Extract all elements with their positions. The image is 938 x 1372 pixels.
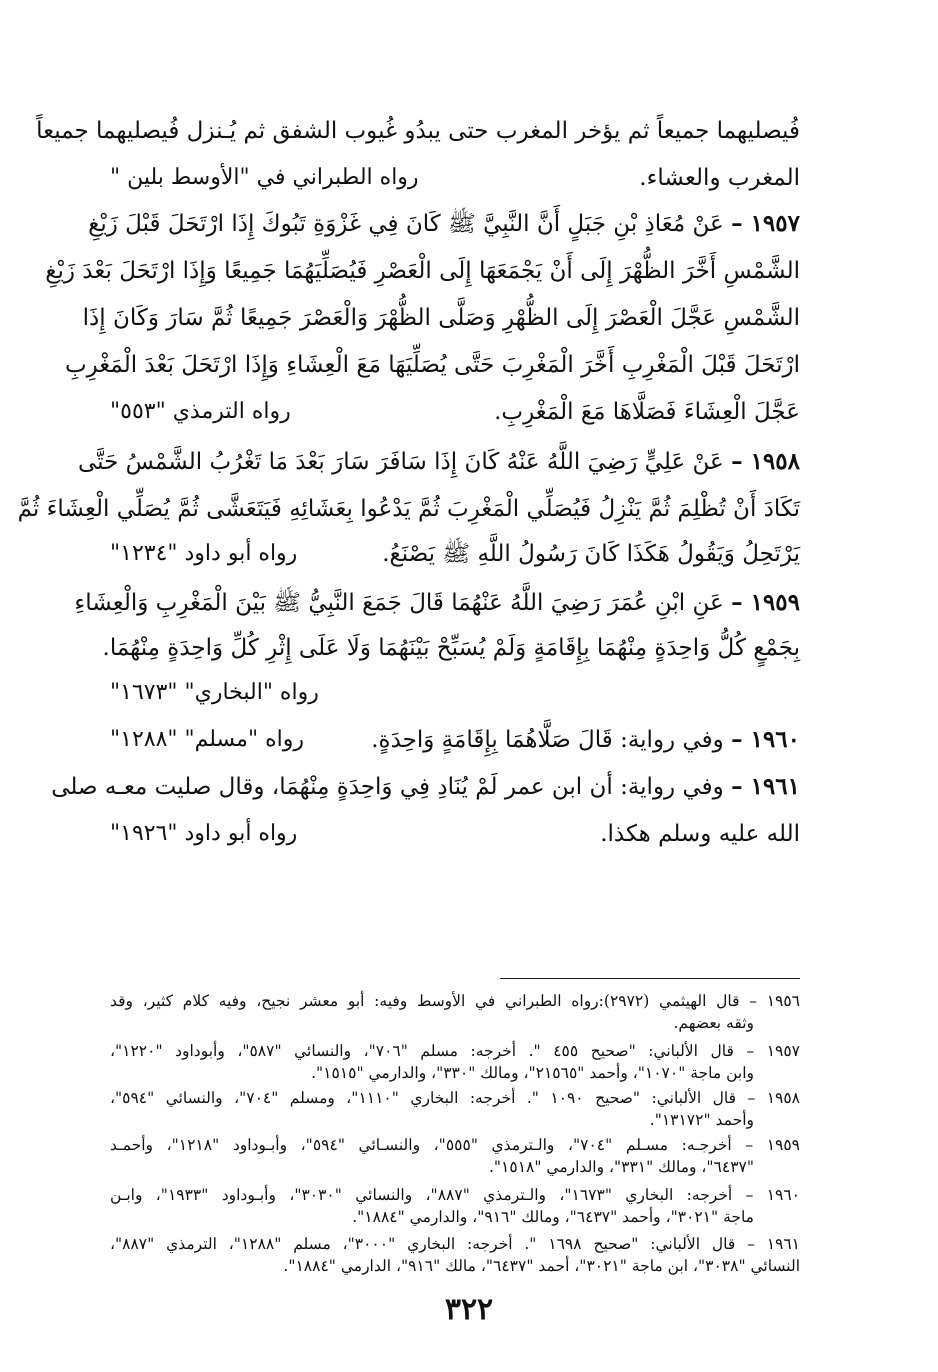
text-line	[110, 814, 800, 854]
footnote-line: ١٩٦٠ – أخرجه: البخاري "١٦٧٣"، والـترمذي "٨٨٧"، والنسائي "٣٠٣٠"، وأبـوداود "١٩٣٣"، وابـن	[110, 1186, 800, 1204]
footnote-line: "٦٤٣٧"، ومالك "٣٣١"، والدارمي "١٥١٨".	[488, 1158, 754, 1176]
hadith-number: ١٩٥٧ –	[731, 210, 800, 237]
text-line	[110, 534, 800, 574]
hadith-1958: ١٩٥٨ – عَنْ عَلِيٍّ رَضِيَ اللَّهُ عَنْهُ كَانَ إِذَا سَافَرَ سَارَ بَعْدَ مَا تَغْرُبُ الشَّمْسُ حَتَّى	[77, 448, 800, 475]
hadith-number: ١٩٦١ –	[731, 773, 800, 800]
hadith-text: عَجَّلَ الْعِشَاءَ فَصَلَّاهَا مَعَ الْمَغْرِبِ.	[494, 399, 800, 425]
hadith-1961: ١٩٦١ – وفي رواية: أن ابن عمر لَمْ يُنَادِ فِي وَاحِدَةٍ مِنْهُمَا، وقال صليت معـه صلى	[51, 773, 800, 800]
hadith-text: الله عليه وسلم هكذا.	[600, 821, 800, 847]
hadith-text: يَرْتَحِلُ وَيَقُولُ هَكَذَا كَانَ رَسُولُ اللَّهِ ﷺ يَصْنَعُ.	[382, 541, 800, 567]
source-citation: رواه "مسلم" "١٢٨٨"	[110, 727, 304, 752]
hadith-1959: ١٩٥٩ – عَنِ ابْنِ عُمَرَ رَضِيَ اللَّهُ عَنْهُمَا قَالَ جَمَعَ النَّبِيُّ ﷺ بَيْنَ الْمَغْرِبِ وَالْعِشَاءِ	[74, 589, 800, 616]
hadith-1957: ١٩٥٧ – عَنْ مُعَاذِ بْنِ جَبَلٍ أَنَّ النَّبِيَّ ﷺ كَانَ فِي غَزْوَةِ تَبُوكَ إِذَا ارْتَحَلَ قَبْلَ زَيْغِ	[88, 210, 800, 237]
text-line	[110, 158, 800, 198]
text-line: بِجَمْعٍ كُلُّ وَاحِدَةٍ مِنْهُمَا بِإِقَامَةٍ وَلَمْ يُسَبِّحْ بَيْنَهُمَا وَلَا عَلَى إِثْرِ كُلِّ وَاحِدَةٍ مِنْهُمَا.	[102, 635, 800, 661]
source-citation: رواه أبو داود "١٩٢٦"	[110, 821, 298, 846]
footnote-line: ١٩٥٩ – أخرجـه: مسـلم "٧٠٤"، والـترمذي "٥٥٥"، والنسـائي "٥٩٤"، وأبـوداود "١٢١٨"، وأحمـد	[110, 1136, 800, 1154]
text-line: فُيصليهما جميعاً ثم يؤخر المغرب حتى يبدُو غُيوب الشفق ثم يُـنزل فُيصليهما جميعاً	[36, 118, 800, 144]
footnote-line: ١٩٥٨ – قال الألباني: "صحيح ١٠٩٠ ". أخرجه: البخاري "١١١٠"، ومسلم "٧٠٤"، والنسائي "٥٩٤"،	[110, 1089, 801, 1107]
text-line: ارْتَحَلَ قَبْلَ الْمَغْرِبِ أَخَّرَ الْمَغْرِبَ حَتَّى يُصَلِّيَهَا مَعَ الْعِشَاءِ وَإِذَا ارْتَحَلَ بَعْدَ الْمَغْرِبِ	[64, 352, 800, 378]
text-line: الشَّمْسِ عَجَّلَ الْعَصْرَ إِلَى الظُّهْرِ وَصَلَّى الظُّهْرَ وَالْعَصْرَ جَمِيعًا ثُمَّ سَارَ وَكَانَ إِذَا	[82, 305, 800, 331]
hadith-number: ١٩٥٩ –	[731, 589, 800, 616]
hadith-text: وفي رواية: قَالَ صَلَّاهُمَا بِإِقَامَةٍ وَاحِدَةٍ.	[371, 727, 724, 753]
footnote-line: النسائي "٣٠٣٨"، ابن ماجة "٣٠٢١"، أحمد "٦٤٣٧"، مالك "٩١٦"، الدارمي "١٨٨٤".	[283, 1257, 800, 1275]
text-line: تَكَادَ أَنْ تُظْلِمَ ثُمَّ يَنْزِلُ فَيُصَلِّي الْمَغْرِبَ ثُمَّ يَدْعُوا بِعَشَائِهِ فَيَتَعَشَّى ثُمَّ يُصَلِّي الْعِشَاءَ ثُمَّ	[17, 496, 800, 522]
hadith-text: المغرب والعشاء.	[639, 165, 800, 191]
source-citation: رواه "البخاري" "١٦٧٣"	[110, 680, 319, 705]
page-number: ٣٢٢	[444, 1292, 494, 1327]
footnote-line: ماجة "٣٠٢١"، وأحمد "٦٤٣٧"، ومالك "٩١٦"، والدارمي "١٨٨٤".	[352, 1208, 754, 1226]
hadith-number: ١٩٦٠ –	[731, 726, 800, 753]
source-citation: رواه الطبراني في "الأوسط بلين "	[110, 165, 419, 190]
footnote-line: وثقه بعضهم.	[673, 1014, 754, 1032]
footnote-line: ١٩٥٦ – قال الهيثمي (٢٩٧٢):رواه الطبراني في الأوسط وفيه: أبو معشر نجيح، وفيه كلام كثير، وقد	[110, 992, 801, 1010]
source-citation: رواه الترمذي "٥٥٣"	[110, 399, 291, 424]
text-line	[110, 392, 800, 432]
text-line	[110, 673, 800, 713]
text-line: الشَّمْسِ أَخَّرَ الظُّهْرَ إِلَى أَنْ يَجْمَعَهَا إِلَى الْعَصْرِ فَيُصَلِّيَهُمَا جَمِيعًا وَإِذَا ارْتَحَلَ بَعْدَ زَيْغِ	[45, 258, 800, 284]
footnote-line: وأحمد "١٣١٧٢".	[649, 1111, 754, 1129]
hadith-number: ١٩٥٨ –	[731, 448, 800, 475]
footnote-line: ١٩٦١ – قال الألباني: "صحيح ١٦٩٨ ". أخرجه: البخاري "٣٠٠٠"، مسلم "١٢٨٨"، الترمذي "٨٨٧"،	[110, 1235, 800, 1253]
footnote-line: ١٩٥٧ – قال الألباني: "صحيح ٤٥٥ ". أخرجه: مسلم "٧٠٦"، والنسائي "٥٨٧"، وأبوداود "١٢٢٠"،	[110, 1042, 800, 1060]
hadith-1960	[110, 720, 800, 760]
footnote-line: وابن ماجة "١٠٧٠"، وأحمد "٢١٥٦٥"، ومالك "٣٣٠"، والدارمي "١٥١٥".	[311, 1064, 754, 1082]
footnote-separator	[500, 978, 800, 979]
source-citation: رواه أبو داود "١٢٣٤"	[110, 541, 298, 566]
